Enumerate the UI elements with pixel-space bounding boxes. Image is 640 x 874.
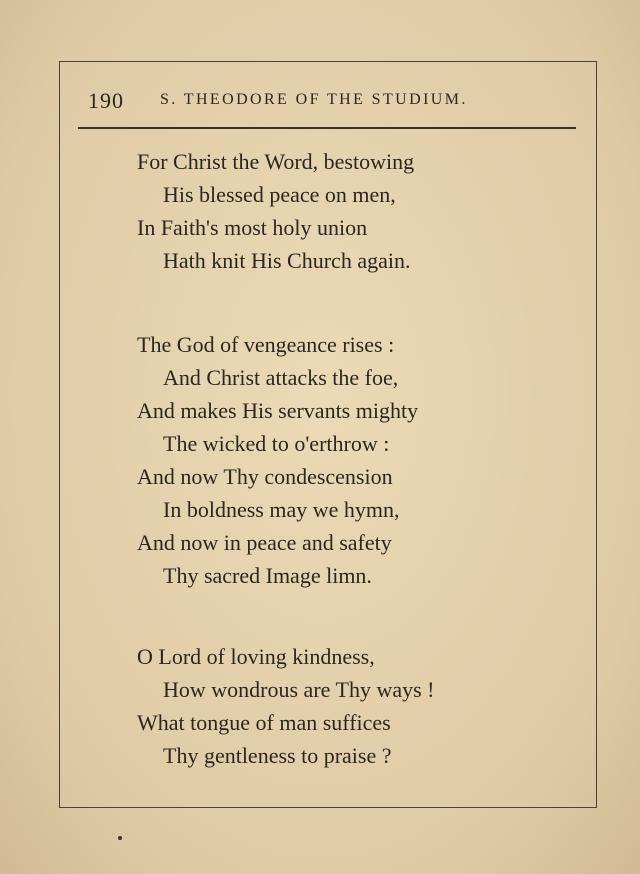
verse-line: How wondrous are Thy ways ! xyxy=(163,677,435,702)
page-header xyxy=(88,88,576,118)
verse-line: In boldness may we hymn, xyxy=(163,497,400,522)
verse-line: O Lord of loving kindness, xyxy=(137,644,375,669)
header-rule xyxy=(78,127,576,129)
stanza-1 xyxy=(137,145,414,277)
verse-line: And now in peace and safety xyxy=(137,530,392,555)
verse-line: And Christ attacks the foe, xyxy=(163,365,399,390)
ink-speck xyxy=(118,836,122,840)
verse-line: And makes His servants mighty xyxy=(137,398,419,423)
verse-line: The God of vengeance rises : xyxy=(137,332,395,357)
verse-line: Hath knit His Church again. xyxy=(163,248,411,273)
verse-line: For Christ the Word, bestowing xyxy=(137,149,415,174)
page-number: 190 xyxy=(88,88,124,113)
verse-line: Thy sacred Image limn. xyxy=(163,563,372,588)
verse-line: And now Thy condescension xyxy=(137,464,393,489)
verse-line: In Faith's most holy union xyxy=(137,215,368,240)
verse-line: Thy gentleness to praise ? xyxy=(163,743,392,768)
stanza-3 xyxy=(137,640,435,772)
running-head: S. THEODORE OF THE STUDIUM. xyxy=(160,91,468,108)
stanza-2 xyxy=(137,328,418,592)
verse-line: What tongue of man suffices xyxy=(137,710,391,735)
verse-line: The wicked to o'erthrow : xyxy=(163,431,390,456)
verse-line: His blessed peace on men, xyxy=(163,182,396,207)
